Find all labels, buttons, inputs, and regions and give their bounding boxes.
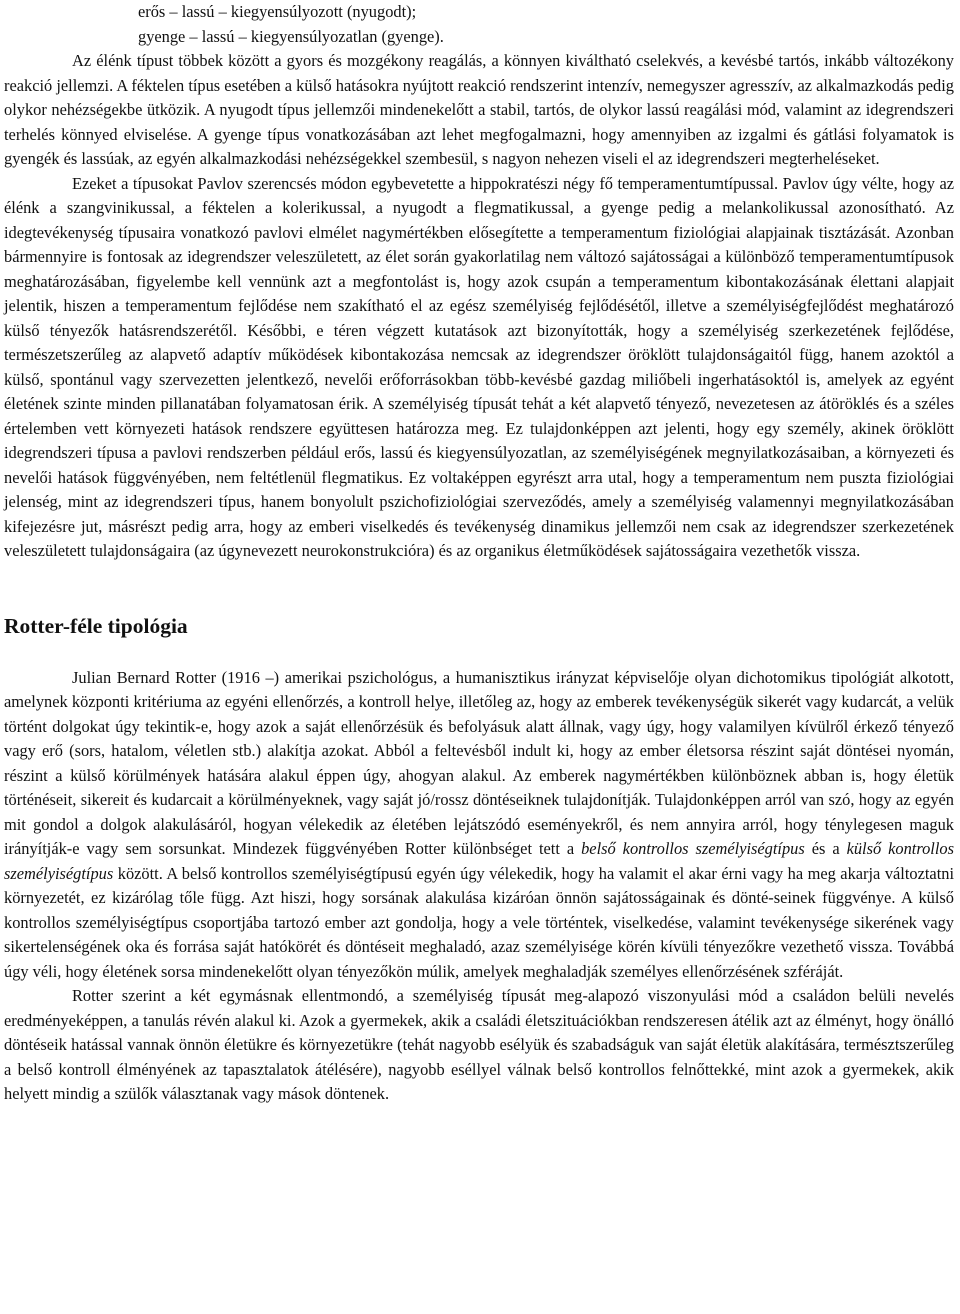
paragraph-pavlov-types: Az élénk típust többek között a gyors és mozgékony reagálás, a könnyen kiváltható cselekvés, a kevésbé tartós, inkább változékony reakció jellemzi. A féktelen típus esetében a külső hatásokra nyújtott reakció rendszerint intenzív, nemegyszer agresszív, az alkalmazkodás pedig olykor nehézségekbe ütközik. A nyugodt típus jellemzői mindenekelőtt a stabil, tartós, de olykor lassú reagálási mód, valamint az idegrendszeri terhelés könnyed elviselése. A gyenge típus vonatkozásában azt lehet megfogalmazni, hogy amennyiben az izgalmi és gátlási folyamatok is gyengék és lassúak, az egyén alkalmazkodási nehézségekkel szembesül, s nagyon nehezen viseli el az idegrendszeri megterheléseket. — [4, 51, 954, 168]
italic-term-external-control: külső kontrollos személyiségtípus — [4, 839, 954, 883]
paragraph-text: és a — [804, 839, 847, 858]
list-item: erős – lassú – kiegyensúlyozott (nyugodt); — [138, 2, 417, 21]
list-item: gyenge – lassú – kiegyensúlyozatlan (gyenge). — [138, 26, 444, 46]
paragraph-temperament-physiology: Ezeket a típusokat Pavlov szerencsés módon egybevetette a hippokratészi négy fő temperamentumtípussal. Pavlov úgy vélte, hogy az élénk a szangvinikussal, a féktelen a kolerikussal, a nyugodt a flegmatikussal, a gyenge pedig a melankolikussal azonosítható. Az idegtevékenység típusaira vonatkozó pavlovi elmélet nagymértékben elősegítette a temperamentum fiziológiai alapjainak tisztázását. Azonban bármennyire is fontosak az idegrendszer veleszületett, az élet során gyakorlatilag nem változó sajátosságai a különböző temperamentumtípusok meghatározásában, figyelembe kell vennünk azt a megfontolást is, hogy azok csupán a temperamentum kibontakozásának élettani alapjait jelentik, hiszen a temperamentum fejlődése nem szakítható el az egész személyiség fejlődésétől, illetve a személyiségfejlődést meghatározó külső tényezők hatásrendszerétől. Későbbi, e téren végzett kutatások azt bizonyították, hogy a személyiség szerkezetének fejlődése, természetszerűleg az alapvető adaptív működések kibontakozása nemcsak az idegrendszer öröklött tulajdonságaitól függ, hanem azoktól a külső, spontánul vagy szervezetten jelentkező, nevelői erőforrásokban több-kevésbé gazdag miliőbeli ingerhatásoktól is, amelyek az egyént életének szinte minden pillanatában folyamatosan érik. A személyiség típusát tehát a két alapvető tényező, nevezetesen az átöröklés és a széles értelemben vett környezeti hatások rendszere együttesen határozza meg. Ez tulajdonképpen azt jelenti, hogy egy személy, akinek öröklött idegrendszeri típusa a pavlovi rendszerben például erős, lassú és kiegyensúlyozatlan, az személyiségének megnyilatkozásaiban, a környezeti és nevelői hatások függvényében, nem feltétlenül flegmatikus. Ez voltaképpen egyrészt arra utal, hogy a temperamentum nem puszta fiziológiai jelenség, mint az idegrendszeri típus, hanem bonyolult pszichofiziológiai szerveződés, amely a személyiség valamennyi megnyilatkozásában kifejezésre jut, másrészt pedig arra, hogy az emberi viselkedés és tevékenység dinamikus jellemzői nem csak az idegrendszer szerkezetének veleszületett tulajdonságaira (az úgynevezett neurokonstrukcióra) és az organikus életműködések sajátosságaira vezethetők vissza. — [4, 173, 954, 560]
section-heading: Rotter-féle tipológia — [4, 613, 188, 638]
italic-term-internal-control: belső kontrollos személyiségtípus — [581, 839, 805, 858]
temperament-type-list — [4, 0, 954, 49]
paragraph-rotter-intro — [4, 666, 954, 985]
paragraph-text: között. A belső kontrollos személyiségtípusú egyén úgy vélekedik, hogy ha valamit el akar érni vagy ha meg akarja változtatni környezetét, ez kizárólag tőle függ. Azt hiszi, hogy sorsának alakulása kizáróan önnön sajátosságainak és dönté-seinek függvénye. A külső kontrollos személyiségtípus csoportjába tartozó ember azt gondolja, hogy a vele történtek, viselkedése, valamint tevékenysége sikerének vagy sikertelenségének oka és forrása saját hatókörét és döntéseit meghaladó, azaz személyisége körén kívüli tényezőkre vezethető vissza. Továbbá úgy véli, hogy életének sorsa mindenekelőtt olyan tényezőkön múlik, amelyek meghaladják személyes ellenőrzésének szféráját. — [4, 863, 954, 981]
paragraph-rotter-origin: Rotter szerint a két egymásnak ellentmondó, a személyiség típusát meg-alapozó viszonyulási mód a családon belüli nevelés eredményeképpen, a tanulás révén alakul ki. Azok a gyermekek, akik a családi életszituációkban rendszeresen átélik azt az élményt, hogy önálló döntéseik hatással vannak önnön életükre és környezetükre (tehát nagyobb esélyük és szabadságuk van saját életük alakítására, természtszerűleg a belső kontroll élményének az tapasztalatok átélésére), nagyobb eséllyel válnak belső kontrollos felnőttekké, mint azok a gyermekek, akik helyett mindig a szülők választanak vagy mások döntenek. — [4, 986, 954, 1103]
paragraph-text: Julian Bernard Rotter (1916 –) amerikai pszichológus, a humanisztikus irányzat képviselője olyan dichotomikus tipológiát alkotott, amelynek központi kritériuma az egyéni ellenőrzés, a kontroll helye, illetőleg az, hogy az emberek tevékenységük sikerét vagy kudarcát, a velük történt dolgokat úgy tekintik-e, hogy azok a saját ellenőrzésük és befolyásuk alatt állnak, vagy úgy, hogy valamilyen kívülről érkező tényező vagy erő (sors, hatalom, véletlen stb.) alakítja azokat. Abból a feltevésből indult ki, hogy az ember életsorsa részint saját döntései nyomán, részint a külső körülmények hatására alakul éppen úgy, ahogyan alakul. Az emberek nagymértékben különböznek abban is, hogy életük történéseit, sikereit és kudarcait a körülményeknek, vagy saját jó/rossz döntéseiknek tulajdonítják. Tulajdonképpen arról van szó, hogy az egyén mit gondol a dolgok alakulásáról, hogyan vélekedik az életében lejátszódó eseményekről, és nem annyira arról, hogy ténylegesen maguk irányítják-e vagy sem sorsunkat. Mindezek függvényében Rotter különbséget tett a — [4, 667, 954, 858]
